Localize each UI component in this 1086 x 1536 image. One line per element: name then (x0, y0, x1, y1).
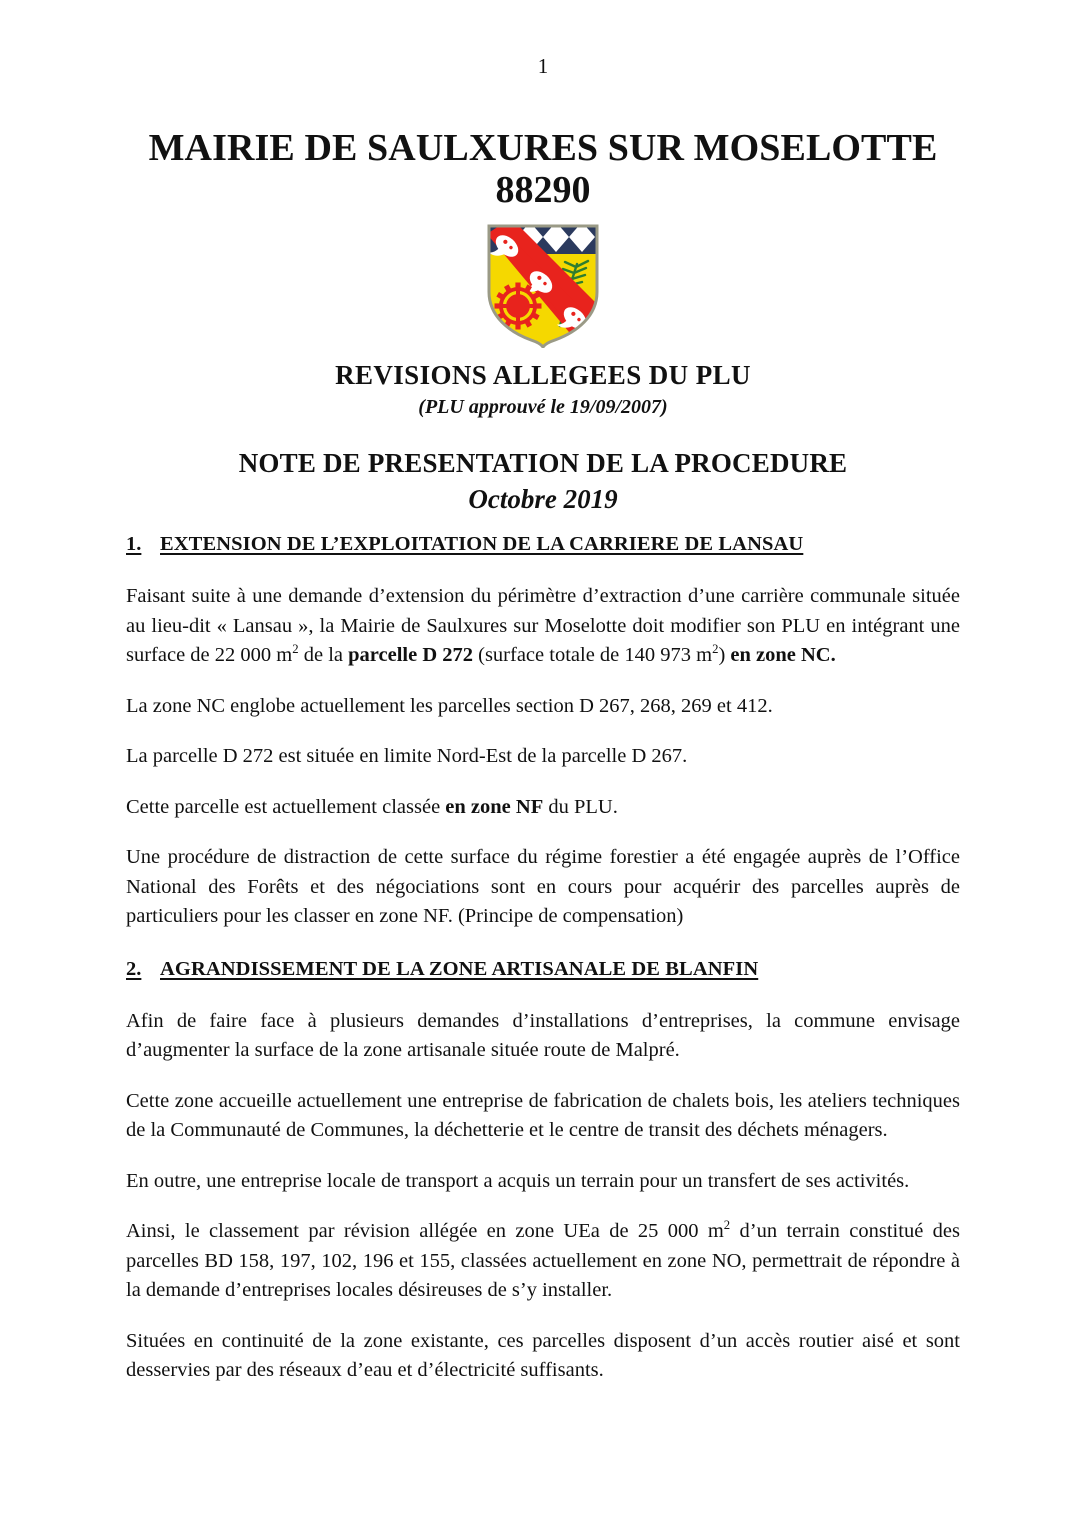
page-title: MAIRIE DE SAULXURES SUR MOSELOTTE (148, 127, 938, 169)
subtitle-note-presentation: NOTE DE PRESENTATION DE LA PROCEDURE (238, 448, 848, 478)
revision-subtitle-block (0, 360, 1086, 420)
document-body (126, 533, 960, 1412)
body-paragraph (126, 1217, 960, 1306)
section-number: 2. (126, 957, 142, 980)
text-run: La zone NC englobe actuellement les parcelles section D 267, 268, 269 et 412. (126, 694, 773, 717)
superscript-unit: 2 (712, 642, 719, 657)
subtitle-plu-approval: (PLU approuvé le 19/09/2007) (418, 395, 668, 418)
text-run: du PLU. (543, 795, 618, 818)
text-run: ) (718, 644, 731, 667)
note-subtitle-block (0, 448, 1086, 515)
text-run: Faisant suite à une demande d’extension du périmètre d’extraction d’une carrière communale située au lieu-dit « Lansau », la Mairie de Saulxures sur Moselotte doit modifier son PLU en intégrant une surface de 22 000 m (126, 585, 960, 667)
body-paragraph (126, 692, 960, 722)
text-run: (surface totale de 140 973 m (473, 644, 713, 667)
text-run: Situées en continuité de la zone existante, ces parcelles disposent d’un accès routier aisé et sont desservies par des réseaux d’eau et d’électricité suffisants. (126, 1329, 960, 1382)
text-run: Cette parcelle est actuellement classée (126, 795, 446, 818)
text-run: Ainsi, le classement par révision allégée en zone UEa de 25 000 m (126, 1220, 724, 1243)
subtitle-date: Octobre 2019 (468, 483, 618, 514)
section-title: AGRANDISSEMENT DE LA ZONE ARTISANALE DE BLANFIN (160, 957, 759, 980)
body-paragraph (126, 582, 960, 671)
body-paragraph (126, 1167, 960, 1197)
body-paragraph (126, 793, 960, 823)
emphasis-text: en zone NF (445, 795, 544, 818)
body-paragraph (126, 1087, 960, 1146)
body-paragraph (126, 742, 960, 772)
sections-root (126, 533, 960, 1386)
text-run: La parcelle D 272 est située en limite Nord-Est de la parcelle D 267. (126, 745, 688, 768)
section-number: 1. (126, 533, 142, 555)
emphasis-text: parcelle D 272 (348, 644, 473, 667)
text-run: Cette zone accueille actuellement une entreprise de fabrication de chalets bois, les ateliers techniques de la Communauté de Communes, la déchetterie et le centre de transit des déchets ménagers. (126, 1089, 960, 1142)
superscript-unit: 2 (292, 642, 299, 657)
section-heading (126, 533, 960, 556)
subtitle-revisions: REVISIONS ALLEGEES DU PLU (335, 360, 751, 390)
text-run: Une procédure de distraction de cette surface du régime forestier a été engagée auprès de l’Office National des Forêts et des négociations sont en cours pour acquérir des parcelles auprès de particuliers pour les classer en zone NF. (Principe de compensation) (126, 846, 960, 928)
text-run: d’un terrain constitué des parcelles BD 158, 197, 102, 196 et 155, classées actuellement en zone NO, permettrait de répondre à la demande d’entreprises locales désireuses de s’y installer. (126, 1220, 960, 1302)
body-paragraph (126, 1007, 960, 1066)
postcode-line: 88290 (495, 169, 591, 212)
text-run: Afin de faire face à plusieurs demandes d’installations d’entreprises, la commune envisage d’augmenter la surface de la zone artisanale située route de Malpré. (126, 1009, 960, 1062)
section-title: EXTENSION DE L’EXPLOITATION DE LA CARRIERE DE LANSAU (160, 533, 804, 555)
document-header (0, 128, 1086, 212)
body-paragraph (126, 843, 960, 932)
emblem-container (0, 220, 1086, 348)
coat-of-arms-icon (481, 220, 605, 348)
emphasis-text: en zone NC. (730, 644, 836, 667)
text-run: En outre, une entreprise locale de transport a acquis un terrain pour un transfert de ses activités. (126, 1169, 910, 1192)
page-number: 1 (537, 54, 549, 78)
section-heading (126, 958, 960, 981)
body-paragraph (126, 1327, 960, 1386)
superscript-unit: 2 (723, 1218, 731, 1233)
text-run: de la (298, 644, 349, 667)
